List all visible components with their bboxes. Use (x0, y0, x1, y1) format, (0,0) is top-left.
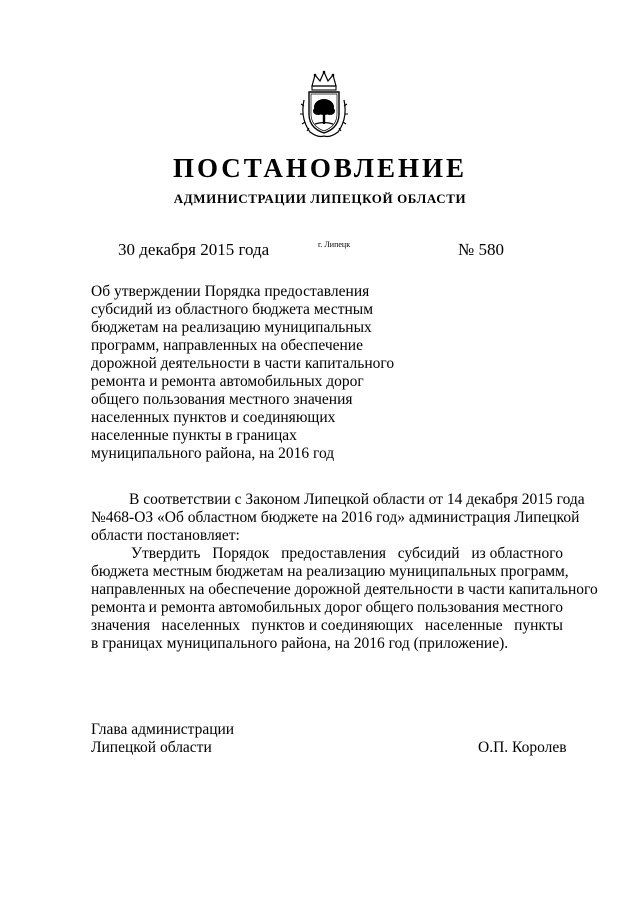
document-number: № 580 (458, 240, 504, 259)
word: субсидий (397, 545, 460, 562)
word: Порядок (212, 545, 270, 562)
document-date: 30 декабря 2015 года (118, 240, 270, 259)
subject-line: населенных пунктов и соединяющих (91, 409, 336, 426)
word: Утвердить (131, 545, 201, 562)
lipetsk-oblast-coat-of-arms-icon (298, 70, 350, 140)
paragraph-line: направленных на обеспечение дорожной деятельности в части капитального (91, 581, 598, 598)
signatory-name: О.П. Королев (478, 739, 567, 756)
word: автомобильных (218, 599, 322, 616)
subject-line: общего пользования местного значения (91, 391, 353, 408)
document-city: г. Липецк (318, 240, 351, 249)
document-subject (91, 283, 395, 463)
subject-line: ремонта и ремонта автомобильных дорог (91, 373, 364, 390)
signatory-position-line: Глава администрации (91, 721, 235, 738)
document-subtitle: АДМИНИСТРАЦИИ ЛИПЕЦКОЙ ОБЛАСТИ (173, 191, 467, 206)
paragraph-line: области постановляет: (91, 527, 240, 544)
word: пунктов и соединяющих (251, 617, 414, 634)
word: из областного (471, 545, 563, 562)
word: пункты (514, 617, 563, 634)
preamble-paragraph (91, 491, 585, 545)
subject-line: населенные пункты в границах (91, 427, 297, 444)
subject-line: муниципального района, на 2016 год (91, 445, 335, 462)
subject-line: бюджетам на реализацию муниципальных (91, 319, 372, 336)
word: предоставления (281, 545, 386, 562)
paragraph-line (91, 617, 563, 635)
word: местного (502, 599, 563, 616)
document-title: ПОСТАНОВЛЕНИЕ (172, 153, 468, 183)
paragraph-line: В соответствии с Законом Липецкой области от 14 декабря 2015 года (129, 491, 585, 508)
subject-line: Об утверждении Порядка предоставления (91, 283, 370, 300)
paragraph-line (91, 545, 563, 563)
subject-line: дорожной деятельности в части капитального (91, 355, 395, 372)
word: дорог (324, 599, 363, 616)
word: населенные (425, 617, 503, 634)
paragraph-line (91, 599, 563, 617)
word: и ремонта (148, 599, 216, 616)
word: значения (91, 617, 151, 634)
word: населенных (161, 617, 241, 634)
signatory-position (91, 721, 234, 757)
paragraph-line: бюджета местным бюджетам на реализацию муниципальных программ, (91, 563, 569, 580)
paragraph-line: в границах муниципального района, на 2016 год (приложение). (91, 635, 509, 652)
resolution-paragraph (91, 545, 598, 653)
word: пользования (417, 599, 500, 616)
subject-line: субсидий из областного бюджета местным (91, 301, 373, 318)
word: ремонта (91, 599, 146, 616)
signatory-position-line: Липецкой области (91, 739, 212, 756)
subject-line: программ, направленных на обеспечение (91, 337, 363, 354)
paragraph-line: №468-ОЗ «Об областном бюджете на 2016 год» администрация Липецкой (91, 509, 580, 526)
word: общего (365, 599, 414, 616)
